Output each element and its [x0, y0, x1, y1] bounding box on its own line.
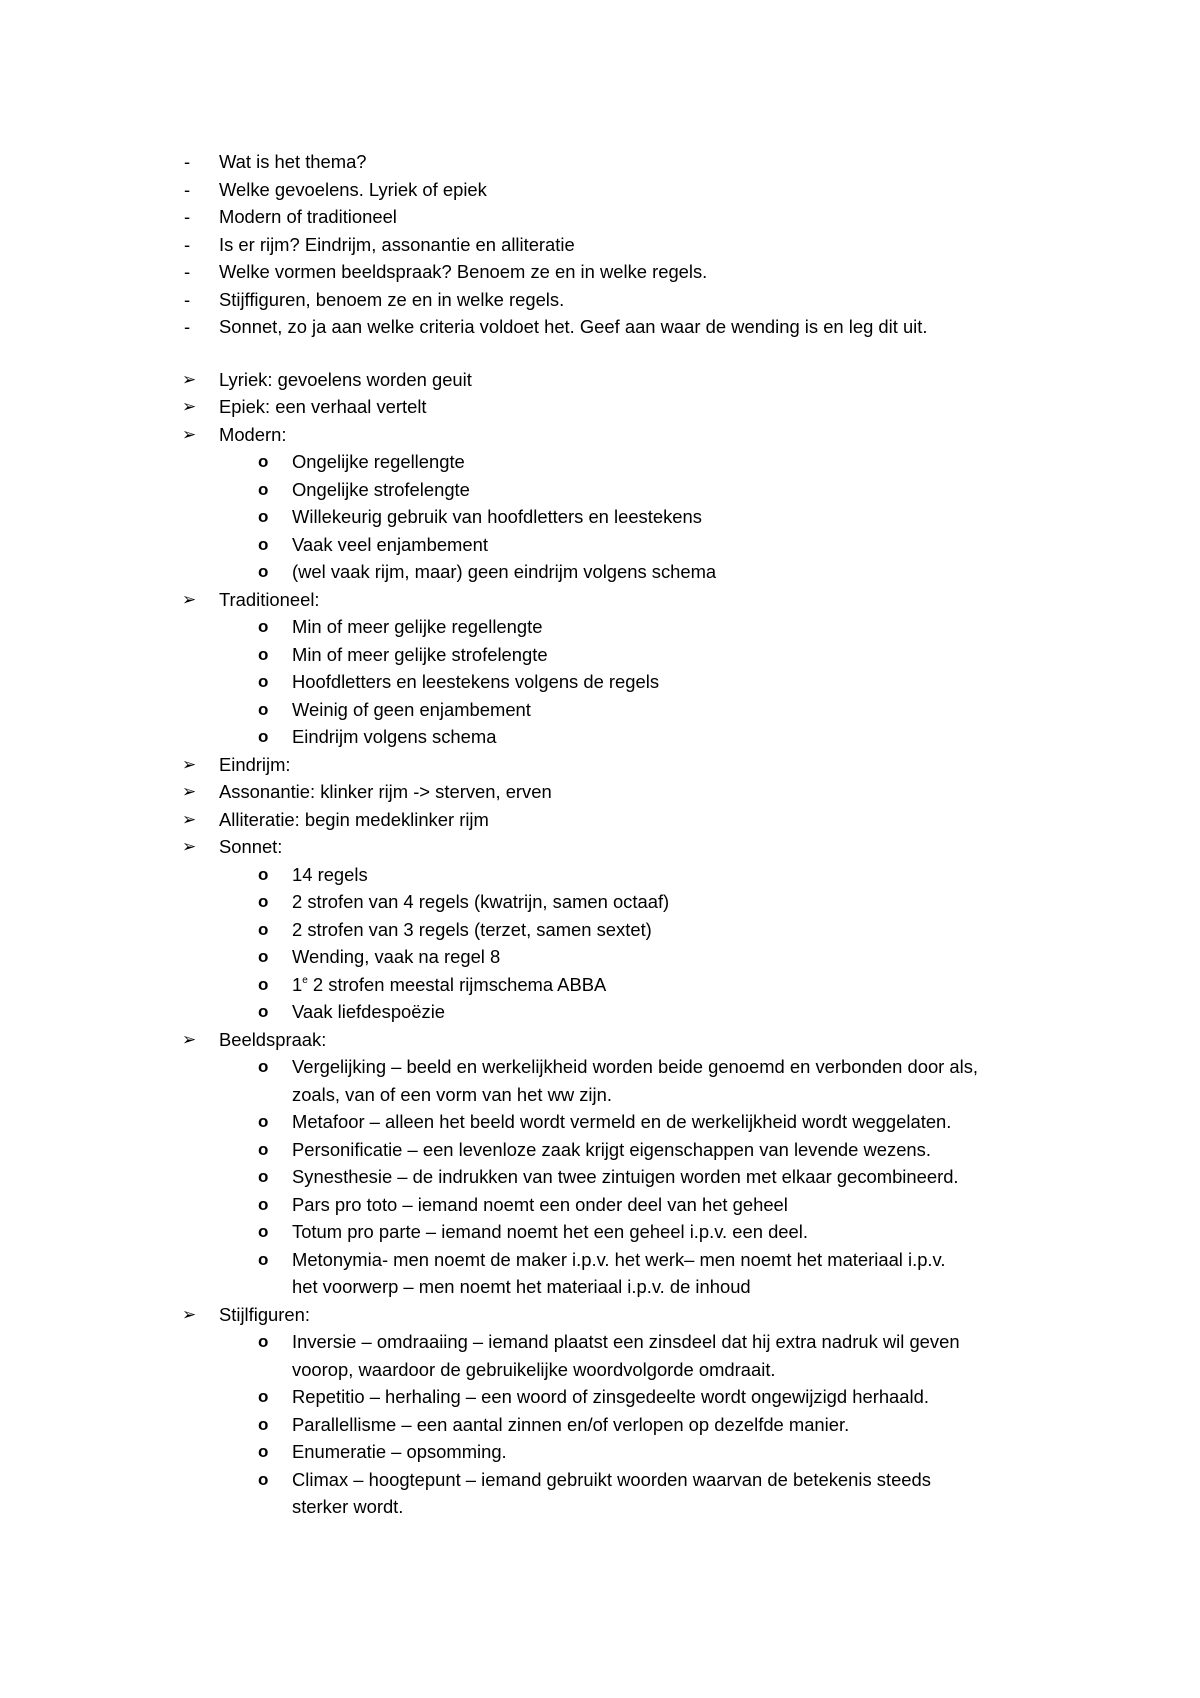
sub-item-text: Parallellisme – een aantal zinnen en/of verlopen op dezelfde manier.	[292, 1413, 850, 1435]
note-lyriek	[0, 366, 1200, 394]
sub-item-text	[292, 971, 606, 999]
note-text: Traditioneel:	[219, 588, 320, 610]
traditioneel-item	[0, 641, 1200, 669]
circle-bullet: o	[258, 507, 269, 526]
note-beeldspraak-heading	[0, 1026, 1200, 1054]
modern-item	[0, 476, 1200, 504]
ordinal-rest: 2 strofen meestal rijmschema ABBA	[307, 973, 607, 995]
sub-item-text: Min of meer gelijke strofelengte	[292, 643, 548, 665]
dash-bullet: -	[184, 288, 191, 310]
sonnet-item	[0, 998, 1200, 1026]
circle-bullet: o	[258, 1332, 269, 1351]
question-text: Wat is het thema?	[219, 151, 367, 172]
sub-item-text: Ongelijke strofelengte	[292, 478, 470, 500]
note-text: Beeldspraak:	[219, 1028, 327, 1050]
circle-bullet: o	[258, 617, 269, 636]
sub-item-text: Metonymia- men noemt de maker i.p.v. het werk– men noemt het materiaal i.p.v.	[292, 1248, 946, 1270]
note-alliteratie	[0, 806, 1200, 834]
traditioneel-item	[0, 668, 1200, 696]
circle-bullet: o	[258, 1167, 269, 1186]
question-text: Modern of traditioneel	[219, 206, 397, 227]
circle-bullet: o	[258, 1194, 269, 1214]
traditioneel-item	[0, 723, 1200, 751]
ordinal-suffix: e	[302, 974, 308, 986]
note-text: Stijlfiguren:	[219, 1303, 310, 1325]
stijlfiguren-item	[0, 1438, 1200, 1466]
sub-item-text: Climax – hoogtepunt – iemand gebruikt woorden waarvan de betekenis steeds	[292, 1468, 931, 1490]
arrow-bullet-icon: ➢	[182, 837, 197, 856]
note-text: Lyriek: gevoelens worden geuit	[219, 368, 472, 390]
circle-bullet: o	[258, 864, 269, 884]
circle-bullet: o	[258, 452, 269, 471]
note-text: Sonnet:	[219, 836, 283, 857]
sub-item-text: (wel vaak rijm, maar) geen eindrijm volgens schema	[292, 561, 717, 582]
sub-item-text: Willekeurig gebruik van hoofdletters en leestekens	[292, 506, 702, 527]
sub-item-text: Totum pro parte – iemand noemt het een geheel i.p.v. een deel.	[292, 1221, 808, 1242]
stijlfiguren-item-continuation	[0, 1356, 1200, 1384]
beeldspraak-item-continuation	[0, 1081, 1200, 1109]
modern-item	[0, 503, 1200, 531]
note-stijlfiguren-heading	[0, 1301, 1200, 1329]
question-item	[0, 313, 1200, 341]
circle-bullet: o	[258, 672, 269, 691]
beeldspraak-item	[0, 1163, 1200, 1191]
circle-bullet: o	[258, 1442, 269, 1461]
question-item	[0, 176, 1200, 204]
circle-bullet: o	[258, 727, 269, 746]
circle-bullet: o	[258, 974, 269, 994]
dash-bullet: -	[184, 233, 191, 255]
sub-item-text: Inversie – omdraaiing – iemand plaatst een zinsdeel dat hij extra nadruk wil geven	[292, 1331, 960, 1352]
arrow-bullet-icon: ➢	[182, 809, 197, 829]
sub-item-text: het voorwerp – men noemt het materiaal i.p.v. de inhoud	[292, 1276, 751, 1297]
sub-item-text: 2 strofen van 4 regels (kwatrijn, samen octaaf)	[292, 891, 670, 912]
sonnet-item	[0, 943, 1200, 971]
sonnet-item	[0, 916, 1200, 944]
stijlfiguren-item	[0, 1466, 1200, 1494]
sub-item-text: Vergelijking – beeld en werkelijkheid worden beide genoemd en verbonden door als,	[292, 1056, 979, 1077]
dash-bullet: -	[184, 151, 191, 172]
circle-bullet: o	[258, 644, 269, 664]
beeldspraak-item	[0, 1246, 1200, 1274]
arrow-bullet-icon: ➢	[182, 397, 197, 416]
question-item	[0, 286, 1200, 314]
beeldspraak-item-continuation	[0, 1273, 1200, 1301]
sub-item-text: Repetitio – herhaling – een woord of zinsgedeelte wordt ongewijzigd herhaald.	[292, 1386, 929, 1407]
beeldspraak-item	[0, 1191, 1200, 1219]
dash-bullet: -	[184, 316, 191, 337]
sub-item-text: Vaak veel enjambement	[292, 533, 488, 555]
circle-bullet: o	[258, 479, 269, 499]
document-page	[0, 148, 1200, 1521]
sub-item-text: zoals, van of een vorm van het ww zijn.	[292, 1083, 612, 1105]
note-text: Eindrijm:	[219, 753, 291, 775]
sub-item-text: Wending, vaak na regel 8	[292, 946, 501, 967]
arrow-bullet-icon: ➢	[182, 424, 197, 444]
dash-bullet: -	[184, 206, 191, 227]
sub-item-text: Pars pro toto – iemand noemt een onder deel van het geheel	[292, 1193, 788, 1215]
beeldspraak-item	[0, 1053, 1200, 1081]
note-text: Alliteratie: begin medeklinker rijm	[219, 808, 489, 830]
arrow-bullet-icon: ➢	[182, 1304, 197, 1324]
sub-item-text: Weinig of geen enjambement	[292, 698, 531, 720]
modern-item	[0, 448, 1200, 476]
arrow-bullet-icon: ➢	[182, 1029, 197, 1049]
note-epiek	[0, 393, 1200, 421]
circle-bullet: o	[258, 1002, 269, 1021]
stijlfiguren-item-continuation	[0, 1493, 1200, 1521]
circle-bullet: o	[258, 562, 269, 581]
ordinal-number: 1	[292, 973, 303, 995]
circle-bullet: o	[258, 699, 269, 719]
note-text: Assonantie: klinker rijm -> sterven, erven	[219, 781, 552, 802]
note-traditioneel-heading	[0, 586, 1200, 614]
circle-bullet: o	[258, 919, 269, 939]
circle-bullet: o	[258, 1469, 269, 1489]
question-text: Stijffiguren, benoem ze en in welke regels.	[219, 288, 565, 310]
circle-bullet: o	[258, 1414, 269, 1434]
modern-item	[0, 558, 1200, 586]
circle-bullet: o	[258, 1112, 269, 1131]
sub-item-text: Personificatie – een levenloze zaak krijgt eigenschappen van levende wezens.	[292, 1138, 931, 1160]
sub-item-text: Vaak liefdespoëzie	[292, 1001, 446, 1022]
sonnet-item	[0, 971, 1200, 999]
dash-bullet: -	[184, 261, 191, 282]
sub-item-text: voorop, waardoor de gebruikelijke woordvolgorde omdraait.	[292, 1358, 776, 1380]
note-eindrijm	[0, 751, 1200, 779]
question-text: Is er rijm? Eindrijm, assonantie en alliteratie	[219, 233, 575, 255]
dash-bullet: -	[184, 178, 191, 200]
question-text: Welke gevoelens. Lyriek of epiek	[219, 178, 487, 200]
circle-bullet: o	[258, 1387, 269, 1406]
question-text: Welke vormen beeldspraak? Benoem ze en in welke regels.	[219, 261, 708, 282]
circle-bullet: o	[258, 1222, 269, 1241]
sonnet-item	[0, 861, 1200, 889]
modern-item	[0, 531, 1200, 559]
note-modern-heading	[0, 421, 1200, 449]
note-sonnet-heading	[0, 833, 1200, 861]
beeldspraak-item	[0, 1218, 1200, 1246]
note-text: Epiek: een verhaal vertelt	[219, 396, 427, 417]
sub-item-text: Metafoor – alleen het beeld wordt vermeld en de werkelijkheid wordt weggelaten.	[292, 1111, 952, 1132]
question-item	[0, 203, 1200, 231]
sub-item-text: 14 regels	[292, 863, 368, 885]
sonnet-item	[0, 888, 1200, 916]
arrow-bullet-icon: ➢	[182, 782, 197, 801]
circle-bullet: o	[258, 1249, 269, 1269]
question-item	[0, 231, 1200, 259]
stijlfiguren-item	[0, 1328, 1200, 1356]
arrow-bullet-icon: ➢	[182, 369, 197, 389]
sub-item-text: Ongelijke regellengte	[292, 451, 465, 472]
traditioneel-item	[0, 613, 1200, 641]
circle-bullet: o	[258, 1139, 269, 1159]
arrow-bullet-icon: ➢	[182, 589, 197, 609]
question-text: Sonnet, zo ja aan welke criteria voldoet het. Geef aan waar de wending is en leg dit uit.	[219, 316, 928, 337]
note-text: Modern:	[219, 423, 287, 445]
sub-item-text: Hoofdletters en leestekens volgens de regels	[292, 671, 660, 692]
sub-item-text: Eindrijm volgens schema	[292, 726, 497, 747]
circle-bullet: o	[258, 947, 269, 966]
stijlfiguren-item	[0, 1411, 1200, 1439]
sub-item-text: 2 strofen van 3 regels (terzet, samen sextet)	[292, 918, 652, 940]
note-assonantie	[0, 778, 1200, 806]
arrow-bullet-icon: ➢	[182, 754, 197, 774]
circle-bullet: o	[258, 534, 269, 554]
sub-item-text: Synesthesie – de indrukken van twee zintuigen worden met elkaar gecombineerd.	[292, 1166, 959, 1187]
circle-bullet: o	[258, 1057, 269, 1076]
question-item	[0, 258, 1200, 286]
traditioneel-item	[0, 696, 1200, 724]
circle-bullet: o	[258, 892, 269, 911]
sub-item-text: Enumeratie – opsomming.	[292, 1441, 507, 1462]
sub-item-text: Min of meer gelijke regellengte	[292, 616, 543, 637]
sub-item-text: sterker wordt.	[292, 1496, 404, 1517]
beeldspraak-item	[0, 1108, 1200, 1136]
question-item	[0, 148, 1200, 176]
stijlfiguren-item	[0, 1383, 1200, 1411]
beeldspraak-item	[0, 1136, 1200, 1164]
